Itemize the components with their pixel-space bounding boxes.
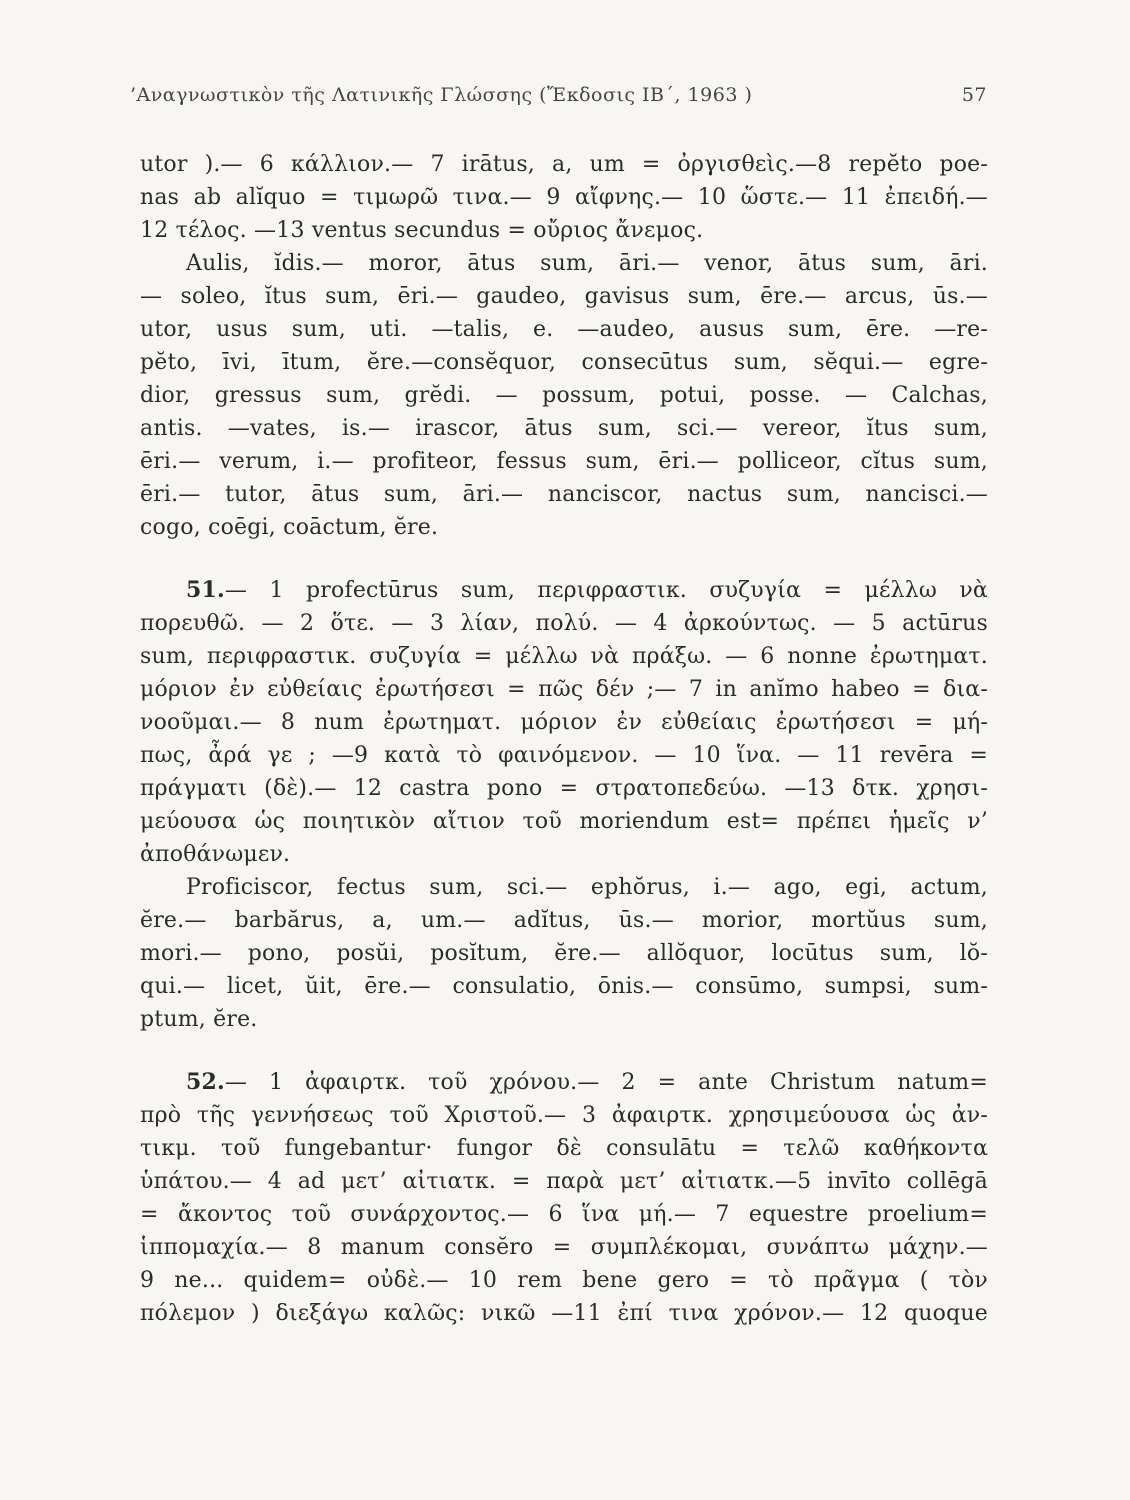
- text-line: μεύουσα ὡς ποιητικὸν αἴτιον τοῦ moriendum est= πρέπει ἡμεῖς ν’: [140, 809, 988, 834]
- text-line: [140, 1066, 988, 1099]
- line-text: Proficiscor, fectus sum, sci.— ephŏrus, i.— ago, egi, actum,: [186, 875, 988, 900]
- text-line: ὑπάτου.— 4 ad μετ’ αἰτιατκ. = παρὰ μετ’ αἰτιατκ.—5 invīto collēgā: [140, 1169, 988, 1194]
- text-line: πορευθῶ. — 2 ὅτε. — 3 λίαν, πολύ. — 4 ἀρκούντως. — 5 actūrus: [140, 611, 988, 636]
- text-line: ēri.— verum, i.— profiteor, fessus sum, ēri.— polliceor, cĭtus sum,: [140, 449, 988, 474]
- text-line: antis. —vates, is.— irascor, ātus sum, sci.— vereor, ĭtus sum,: [140, 416, 988, 441]
- text-line: πρὸ τῆς γεννήσεως τοῦ Χριστοῦ.— 3 ἀφαιρτκ. χρησιμεύουσα ὡς ἀν-: [140, 1103, 988, 1128]
- text-line: νοοῦμαι.— 8 num ἐρωτηματ. μόριον ἐν εὐθείαις ἐρωτήσεσι = μή-: [140, 710, 988, 735]
- exercise-number: 52.: [186, 1069, 225, 1095]
- line-text: — 1 ἀφαιρτκ. τοῦ χρόνου.— 2 = ante Christum natum=: [224, 1070, 988, 1095]
- line-text: Aulis, ĭdis.— moror, ātus sum, āri.— venor, ātus sum, āri.: [186, 251, 988, 276]
- text-line: τικμ. τοῦ fungebantur· fungor δὲ consulātu = τελῶ καθήκοντα: [140, 1136, 988, 1161]
- text-line: ĕre.— barbărus, a, um.— adĭtus, ūs.— morior, mortŭus sum,: [140, 908, 988, 933]
- exercise-51-notes: [140, 574, 988, 871]
- text-line: cogo, coēgi, coāctum, ĕre.: [140, 515, 439, 540]
- exercise-number: 51.: [186, 577, 225, 603]
- running-title: ’Αναγνωστικὸν τῆς Λατινικῆς Γλώσσης (Ἔκδοσις ΙΒ΄, 1963 ): [130, 84, 753, 106]
- text-line: [140, 574, 988, 607]
- exercise-51-vocabulary: [140, 871, 988, 1036]
- line-text: — 1 profectūrus sum, περιφραστικ. συζυγία = μέλλω νὰ: [224, 578, 988, 603]
- text-line: nas ab alĭquo = τιμωρῶ τινα.— 9 αἴφνης.— 10 ὥστε.— 11 ἐπειδή.—: [140, 185, 988, 210]
- text-line: ἀποθάνωμεν.: [140, 842, 291, 867]
- text-line: μόριον ἐν εὐθείαις ἐρωτήσεσι = πῶς δέν ;— 7 in anĭmo habeo = δια-: [140, 677, 988, 702]
- text-line: dior, gressus sum, grĕdi. — possum, potui, posse. — Calchas,: [140, 383, 988, 408]
- text-line: 9 ne... quidem= οὐδὲ.— 10 rem bene gero = τὸ πρᾶγμα ( τὸν: [140, 1268, 988, 1293]
- text-line: ptum, ĕre.: [140, 1007, 258, 1032]
- text-line: ἱππομαχία.— 8 manum consĕro = συμπλέκομαι, συνάπτω μάχην.—: [140, 1235, 988, 1260]
- text-line: πως, ἆρά γε ; —9 κατὰ τὸ φαινόμενον. — 10 ἵνα. — 11 revēra =: [140, 743, 988, 768]
- text-line: — soleo, ĭtus sum, ēri.— gaudeo, gavisus sum, ēre.— arcus, ūs.—: [140, 284, 988, 309]
- text-line: utor, usus sum, uti. —talis, e. —audeo, ausus sum, ēre. —re-: [140, 317, 988, 342]
- page-body: [140, 148, 988, 1330]
- text-line: ēri.— tutor, ātus sum, āri.— nanciscor, nactus sum, nancisci.—: [140, 482, 988, 507]
- exercise-52-notes: [140, 1066, 988, 1330]
- text-line: [140, 871, 988, 904]
- exercise-50-notes: [140, 148, 988, 247]
- text-line: sum, περιφραστικ. συζυγία = μέλλω νὰ πράξω. — 6 nonne ἐρωτηματ.: [140, 644, 988, 669]
- text-line: [140, 247, 988, 280]
- page-number: 57: [961, 84, 987, 106]
- text-line: πόλεμον ) διεξάγω καλῶς: νικῶ —11 ἐπί τινα χρόνον.— 12 quoque: [140, 1301, 988, 1326]
- text-line: πράγματι (δὲ).— 12 castra pono = στρατοπεδεύω. —13 δτκ. χρησι-: [140, 776, 988, 801]
- section-gap: [140, 544, 988, 574]
- exercise-50-vocabulary: [140, 247, 988, 544]
- text-line: 12 τέλος. —13 ventus secundus = οὔριος ἄνεμος.: [140, 218, 704, 243]
- text-line: = ἄκοντος τοῦ συνάρχοντος.— 6 ἵνα μή.— 7 equestre proelium=: [140, 1202, 988, 1227]
- text-line: qui.— licet, ŭit, ēre.— consulatio, ōnis.— consūmo, sumpsi, sum-: [140, 974, 988, 999]
- section-gap: [140, 1036, 988, 1066]
- text-line: pĕto, īvi, ītum, ĕre.—consĕquor, consecūtus sum, sĕqui.— egre-: [140, 350, 988, 375]
- text-line: utor ).— 6 κάλλιον.— 7 irātus, a, um = ὀργισθεὶς.—8 repĕto poe-: [140, 152, 988, 177]
- page-header: [130, 84, 987, 106]
- text-line: mori.— pono, posŭi, posĭtum, ĕre.— allŏquor, locūtus sum, lŏ-: [140, 941, 988, 966]
